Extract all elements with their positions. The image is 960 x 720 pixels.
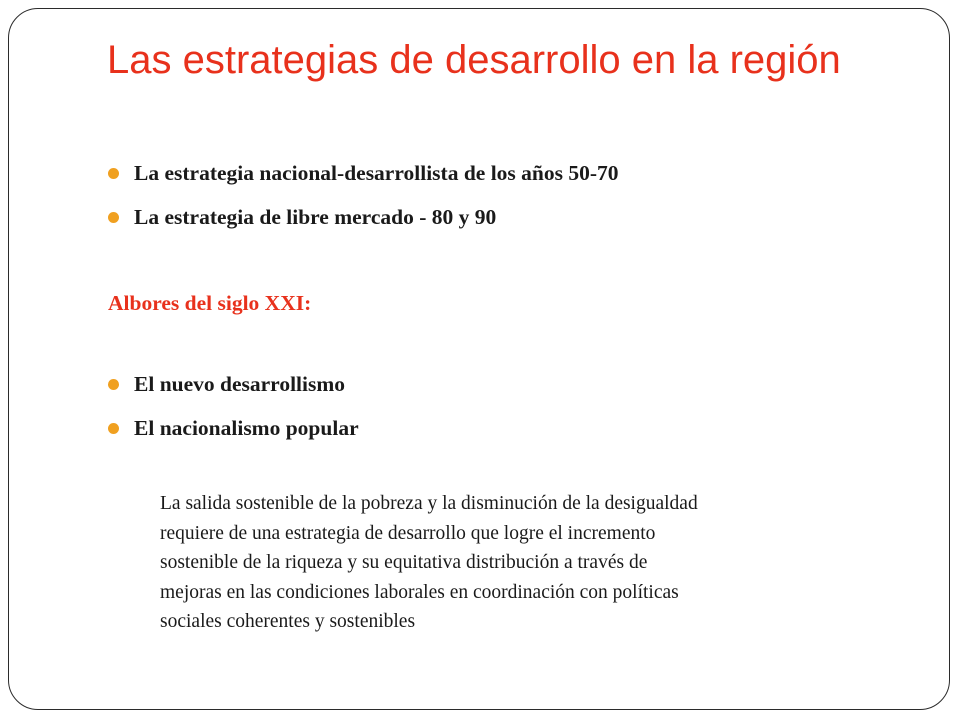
- body-paragraph: [160, 489, 920, 637]
- slide-title: Las estrategias de desarrollo en la región: [107, 38, 841, 82]
- bullet-dot-icon: [108, 423, 119, 434]
- bullet-text: El nacionalismo popular: [134, 416, 359, 440]
- section-subheading: Albores del siglo XXI:: [108, 291, 312, 315]
- bullet-text: La estrategia de libre mercado - 80 y 90: [134, 205, 497, 229]
- paragraph-line: La salida sostenible de la pobreza y la disminución de la desigualdad: [160, 493, 698, 514]
- bullet-text: El nuevo desarrollismo: [134, 372, 346, 396]
- paragraph-line: requiere de una estrategia de desarrollo que logre el incremento: [160, 522, 656, 544]
- bullet-dot-icon: [108, 379, 119, 390]
- paragraph-line: mejoras en las condiciones laborales en coordinación con políticas: [160, 581, 679, 603]
- bullet-dot-icon: [108, 212, 119, 223]
- paragraph-line: sostenible de la riqueza y su equitativa distribución a través de: [160, 552, 648, 573]
- bullet-dot-icon: [108, 168, 119, 179]
- bullet-text: La estrategia nacional-desarrollista de los años 50-70: [134, 161, 619, 185]
- paragraph-line: sociales coherentes y sostenibles: [160, 611, 416, 632]
